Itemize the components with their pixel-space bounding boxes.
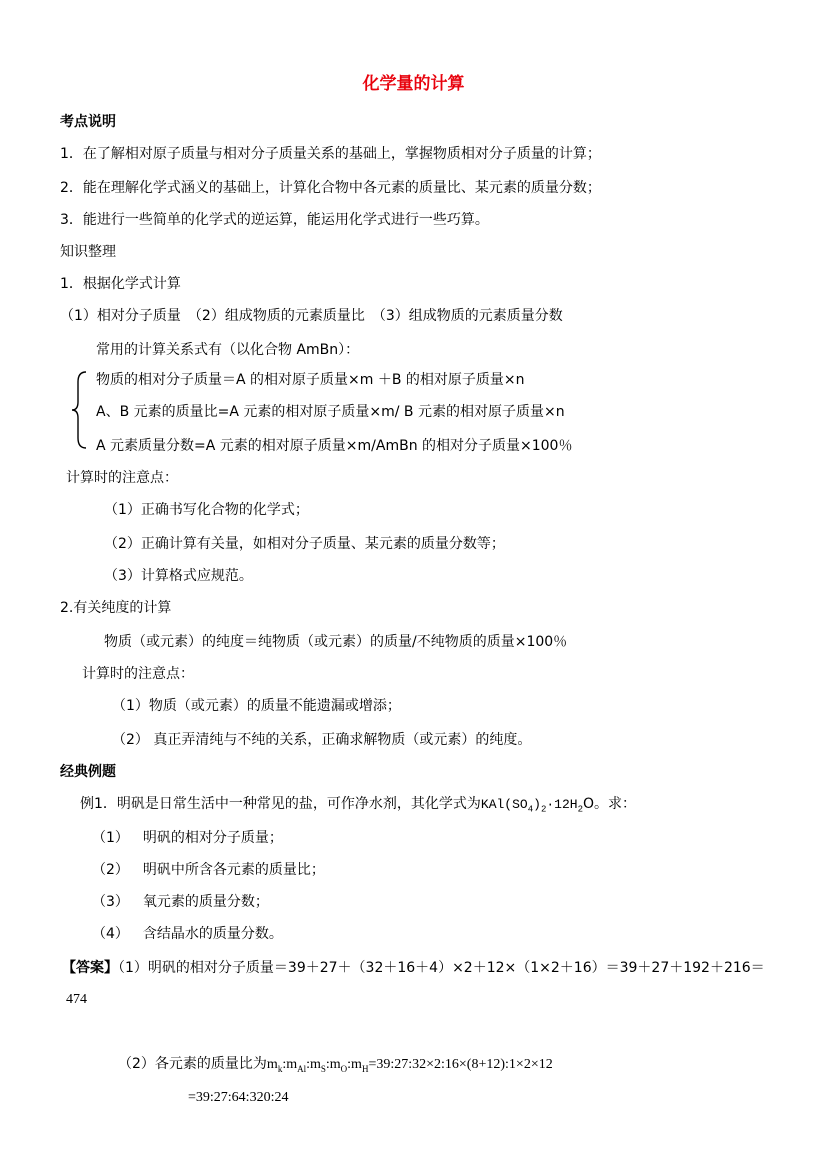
note2-1: （1）物质（或元素）的质量不能遗漏或增添； — [112, 698, 401, 714]
exam-point-2: 2．能在理解化学式涵义的基础上，计算化合物中各元素的质量比、某元素的质量分数； — [60, 180, 601, 196]
example-intro-text: 例1．明矾是日常生活中一种常见的盐，可作净水剂，其化学式为 — [80, 796, 481, 812]
notes2-label: 计算时的注意点： — [82, 666, 194, 682]
question-4: （4） 含结晶水的质量分数。 — [92, 926, 283, 942]
answer-2: （2）各元素的质量比为$m_k:m_{Al}:m_S:m_O:m_H=39:27:32\times 2:16\times(8+12):1\times 2\times 12$ — [118, 1056, 553, 1074]
note-2: （2）正确计算有关量，如相对分子质量、某元素的质量分数等； — [104, 536, 505, 552]
answer-2-result: =39:27:64:320:24 — [188, 1090, 289, 1105]
formula-mass-ratio: A、B 元素的质量比=A 元素的相对原子质量×m/ B 元素的相对原子质量×n — [96, 404, 565, 420]
exam-point-1: 1．在了解相对原子质量与相对分子质量关系的基础上，掌握物质相对分子质量的计算； — [60, 146, 601, 162]
page-title: 化学量的计算 — [362, 74, 465, 94]
question-1: （1） 明矾的相对分子质量； — [92, 830, 283, 846]
question-2: （2） 明矾中所含各元素的质量比； — [92, 862, 325, 878]
subheading-purity-calc: 2.有关纯度的计算 — [60, 600, 172, 616]
answer-1: 【答案】（1）明矾的相对分子质量＝39＋27＋（32＋16＋4）×2＋12×（1×2＋16）＝39＋27＋192＋216＝ — [62, 960, 765, 976]
example-1-intro: 例1．明矾是日常生活中一种常见的盐，可作净水剂，其化学式为$KAl(SO_4)_2\cdot 12H_2O$。求： — [80, 796, 636, 815]
section-heading-knowledge: 知识整理 — [60, 244, 116, 260]
mass-ratio-expression: $m_k:m_{Al}:m_S:m_O:m_H=39:27:32\times 2:16\times(8+12):1\times 2\times 12$ — [266, 1057, 553, 1074]
note-3: （3）计算格式应规范。 — [104, 568, 253, 584]
note2-2: （2） 真正弄清纯与不纯的关系，正确求解物质（或元素）的纯度。 — [112, 732, 532, 748]
answer-label: 【答案】 — [62, 960, 118, 976]
purity-formula: 物质（或元素）的纯度＝纯物质（或元素）的质量/不纯物质的质量×100％ — [104, 634, 568, 650]
answer-1-continued: 474 — [66, 992, 87, 1007]
formula-intro: 常用的计算关系式有（以化合物 AmBn）： — [96, 342, 360, 358]
question-3: （3） 氧元素的质量分数； — [92, 894, 269, 910]
formula-relative-molecular-mass: 物质的相对分子质量＝A 的相对原子质量×m ＋B 的相对原子质量×n — [96, 372, 525, 388]
section-heading-examples: 经典例题 — [60, 764, 116, 780]
brace-icon — [68, 370, 92, 450]
formula-mass-fraction: A 元素质量分数=A 元素的相对原子质量×m/AmBn 的相对分子质量×100％ — [96, 438, 573, 454]
example-formula: $KAl(SO_4)_2\cdot 12H_2$ — [480, 797, 583, 815]
section-heading-exam-points: 考点说明 — [60, 114, 116, 130]
notes-label: 计算时的注意点： — [66, 470, 178, 486]
note-1: （1）正确书写化合物的化学式； — [104, 502, 309, 518]
calc-types: （1）相对分子质量 （2）组成物质的元素质量比 （3）组成物质的元素质量分数 — [60, 308, 563, 324]
exam-point-3: 3．能进行一些简单的化学式的逆运算，能运用化学式进行一些巧算。 — [60, 212, 489, 228]
subheading-formula-calc: 1．根据化学式计算 — [60, 276, 181, 292]
